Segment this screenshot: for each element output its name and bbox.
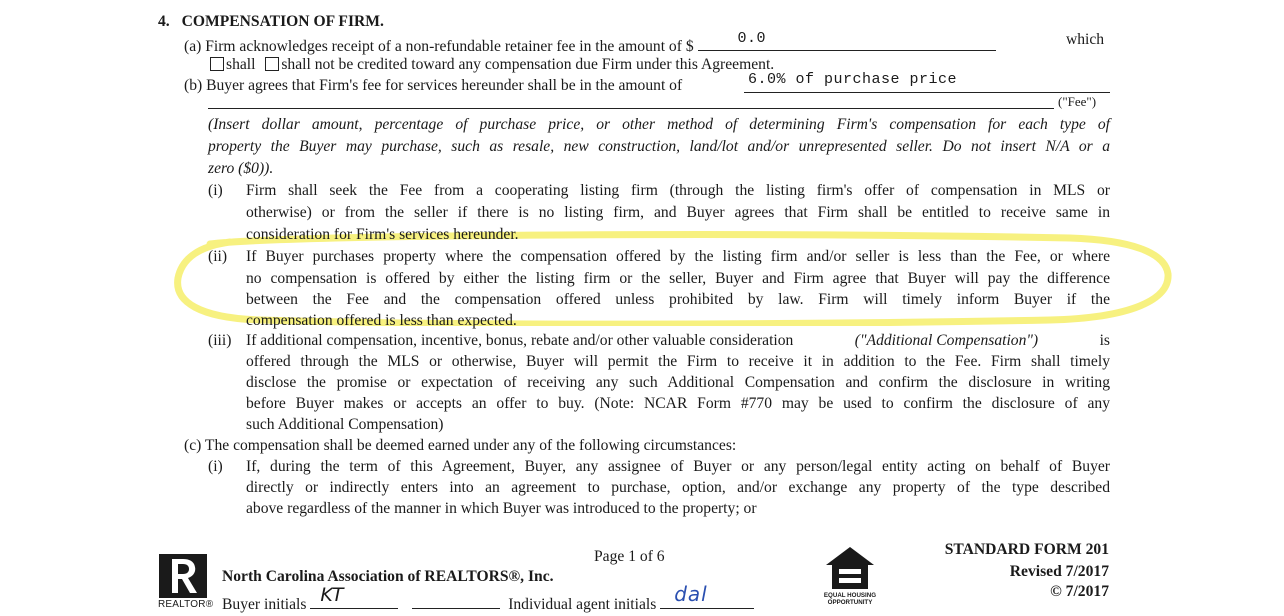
fee-underline [744, 92, 1110, 93]
item-c-line-1: (c) The compensation shall be deemed earned under any of the following circumstances: [184, 437, 737, 454]
sub-iii-line-1b: ("Additional Compensation") [854, 332, 1039, 349]
eho-line-1: EQUAL HOUSING [823, 592, 877, 599]
sub-iii-line-3: disclose the promise or expectation of receiving any such Additional Compensation and confirm the disclosure in writing [246, 374, 1110, 391]
section-number: 4. [158, 13, 170, 30]
sub-iii-line-1a: If additional compensation, incentive, bonus, rebate and/or other valuable consideration [246, 332, 794, 349]
sub-ii-line-3: between the Fee and the compensation offered unless prohibited by law. Firm will timely inform Buyer if the [246, 291, 1110, 308]
page-number: Page 1 of 6 [594, 548, 665, 565]
item-b-text: (b) Buyer agrees that Firm's fee for services hereunder shall be in the amount of [184, 77, 683, 94]
fee-label: ("Fee") [1058, 94, 1097, 109]
buyer2-initials-field[interactable] [412, 592, 500, 609]
buyer-initials-label: Buyer initials [222, 596, 307, 613]
realtor-label: REALTOR® [158, 599, 214, 610]
sub-ii-line-4: compensation offered is less than expected. [246, 312, 517, 329]
fee-instruction-1: (Insert dollar amount, percentage of purchase price, or other method of determining Firm's compensation for each type of [208, 116, 1110, 133]
fee-instruction-3: zero ($0)). [208, 160, 274, 177]
sub-iii-line-4: before Buyer makes or accepts an offer to buy. (Note: NCAR Form #770 may be used to confirm the disclosure of any [246, 395, 1110, 412]
retainer-amount-field[interactable] [698, 30, 996, 51]
shall-label: shall [226, 56, 256, 73]
sub-i-line-1: Firm shall seek the Fee from a cooperating listing firm (through the listing firm's offer of compensation in MLS or [246, 182, 1110, 199]
sub-iii-marker: (iii) [208, 332, 232, 349]
retainer-amount-value: 0.0 [737, 30, 767, 47]
buyer-initials-field[interactable] [310, 584, 398, 609]
fee-instruction-2: property the Buyer may purchase, such as resale, new construction, land/lot and/or unrepresented seller. Do not insert N/A or a [208, 138, 1110, 155]
sub-iii-line-5: such Additional Compensation) [246, 416, 444, 433]
shall-not-checkbox[interactable] [265, 57, 279, 71]
shall-checkbox[interactable] [210, 57, 224, 71]
sub-ii-marker: (ii) [208, 248, 228, 265]
item-c-sub-i-line-2: directly or indirectly enters into an agreement to purchase, option, and/or exchange any property of the type described [246, 479, 1110, 496]
item-a-which: which [1066, 31, 1105, 48]
equal-housing-icon [822, 543, 878, 607]
item-c-sub-i-marker: (i) [208, 458, 223, 475]
form-revised: Revised 7/2017 [1009, 563, 1109, 580]
item-a-text: (a) Firm acknowledges receipt of a non-refundable retainer fee in the amount of $ [184, 38, 694, 55]
section-title: COMPENSATION OF FIRM. [181, 13, 384, 30]
form-copyright: © 7/2017 [1050, 583, 1109, 600]
fee-second-line [208, 108, 1054, 109]
item-c-sub-i-line-3: above regardless of the manner in which Buyer was introduced to the property; or [246, 500, 757, 517]
agent-initials-value: dal [674, 582, 708, 606]
realtor-logo-icon [158, 553, 208, 599]
sub-ii-line-1: If Buyer purchases property where the compensation offered by the listing firm and/or seller is less than the Fee, or where [246, 248, 1110, 265]
sub-iii-line-1c: is [1099, 332, 1110, 349]
form-name: STANDARD FORM 201 [944, 541, 1109, 558]
sub-i-line-2: otherwise) or from the seller if there is no listing firm, and Buyer agrees that Firm shall be entitled to receive same in [246, 204, 1110, 221]
buyer-initials-value: KT [320, 584, 343, 606]
sub-ii-line-2: no compensation is offered by either the listing firm or the seller, Buyer and Firm agree that Buyer will pay the difference [246, 270, 1110, 287]
eho-line-2: OPPORTUNITY [827, 599, 873, 606]
sub-i-line-3: consideration for Firm's services hereunder. [246, 226, 519, 243]
sub-i-marker: (i) [208, 182, 223, 199]
item-c-sub-i-line-1: If, during the term of this Agreement, Buyer, any assignee of Buyer or any person/legal entity acting on behalf of Buyer [246, 458, 1110, 475]
sub-iii-line-2: offered through the MLS or otherwise, Buyer will permit the Firm to receive it in addition to the Fee. Firm shall timely [246, 353, 1110, 370]
fee-value[interactable]: 6.0% of purchase price [748, 71, 958, 88]
shall-not-label: shall not be credited toward any compensation due Firm under this Agreement. [281, 56, 775, 73]
association-name: North Carolina Association of REALTORS®, Inc. [222, 568, 554, 585]
agent-initials-label: Individual agent initials [508, 596, 657, 613]
agent-initials-field[interactable] [660, 582, 754, 609]
